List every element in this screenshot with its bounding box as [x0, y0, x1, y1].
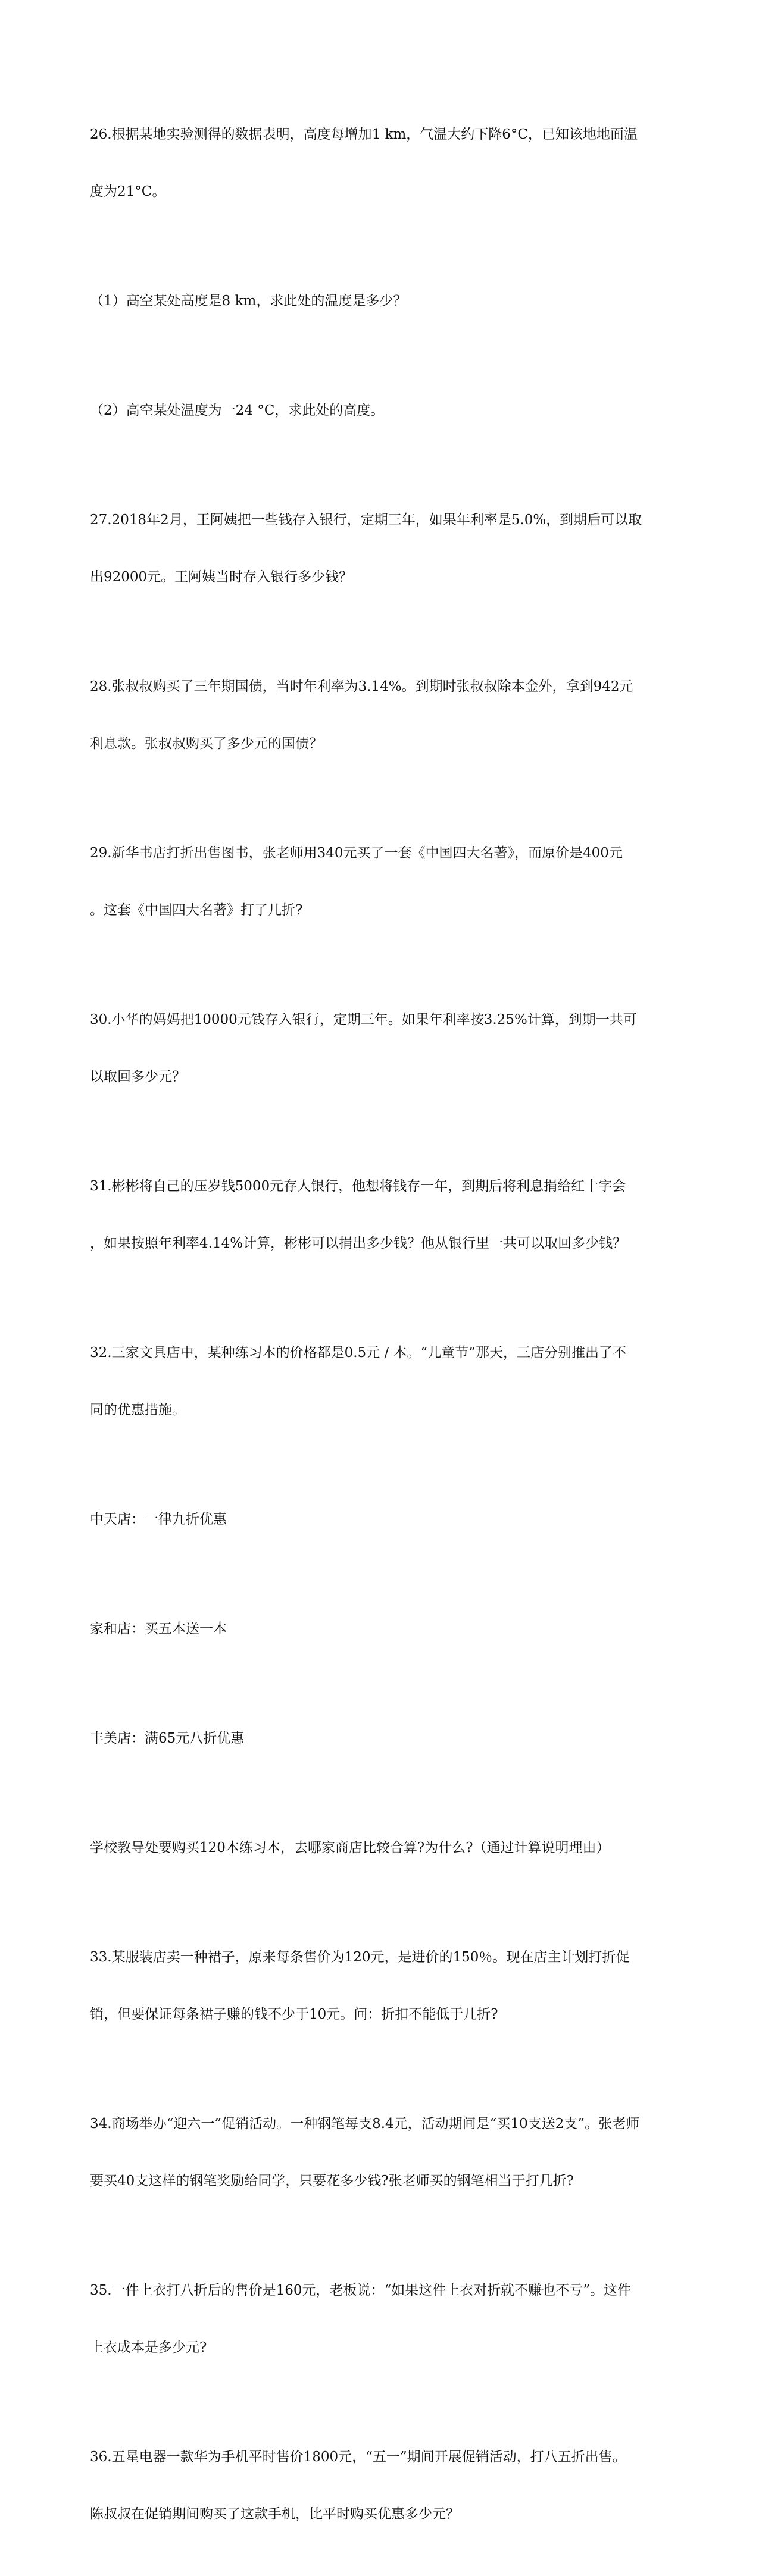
- text-line: 学校教导处要购买120本练习本，去哪家商店比较合算?为什么?（通过计算说明理由）: [90, 1840, 610, 1856]
- problem-32: [90, 1305, 673, 1458]
- problem-31: [90, 1139, 673, 1291]
- text-line: 利息款。张叔叔购买了多少元的国债？: [90, 736, 323, 751]
- text-line: 。这套《中国四大名著》打了几折?: [90, 902, 303, 918]
- text-line: （1）高空某处高度是8 km，求此处的温度是多少？: [90, 293, 407, 309]
- problem-35: [90, 2243, 673, 2395]
- text-line: 36.五星电器一款华为手机平时售价1800元，“五一”期间开展促销活动，打八五折出售。: [90, 2449, 626, 2465]
- text-line: 30.小华的妈妈把10000元钱存入银行，定期三年。如果年利率按3.25%计算，到期一共可: [90, 1012, 637, 1027]
- text-line: 销，但要保证每条裙子赚的钱不少于10元。问：折扣不能低于几折?: [90, 2007, 498, 2022]
- problem-33: [90, 1910, 673, 2062]
- text-line: 26.根据某地实验测得的数据表明，高度每增加1 km，气温大约下降6°C，已知该地地面温: [90, 127, 638, 142]
- text-line: 同的优惠措施。: [90, 1402, 186, 1418]
- text-line: 35.一件上衣打八折后的售价是160元，老板说：“如果这件上衣对折就不赚也不亏”。这件: [90, 2283, 631, 2298]
- text-line: 家和店：买五本送一本: [90, 1621, 227, 1637]
- text-line: 31.彬彬将自己的压岁钱5000元存人银行，他想将钱存一年，到期后将利息捐给红十字会: [90, 1179, 626, 1194]
- text-line: 丰美店：满65元八折优惠: [90, 1731, 245, 1746]
- text-line: ，如果按照年利率4.14%计算，彬彬可以捐出多少钱？他从银行里一共可以取回多少钱？: [90, 1236, 627, 1251]
- text-line: 上衣成本是多少元?: [90, 2340, 207, 2355]
- text-line: 32.三家文具店中，某种练习本的价格都是0.5元 / 本。“儿童节”那天，三店分别推出了不: [90, 1345, 627, 1361]
- text-line: （2）高空某处温度为一24 °C，求此处的高度。: [90, 403, 385, 418]
- problem-26-part-1: [90, 253, 673, 349]
- text-line: 要买40支这样的钢笔奖励给同学，只要花多少钱?张老师买的钢笔相当于打几折?: [90, 2173, 574, 2189]
- problem-27: [90, 472, 673, 625]
- store-option-zhongtian: [90, 1472, 673, 1567]
- text-line: 中天店：一律九折优惠: [90, 1512, 227, 1527]
- problem-32-question: [90, 1800, 673, 1895]
- text-line: 33.某服装店卖一种裙子，原来每条售价为120元，是进价的150％。现在店主计划打折促: [90, 1950, 630, 1965]
- text-line: 度为21°C。: [90, 184, 166, 199]
- store-option-jiahe: [90, 1581, 673, 1676]
- text-line: 27.2018年2月，王阿姨把一些钱存入银行，定期三年，如果年利率是5.0%，到期后可以取: [90, 512, 642, 528]
- problem-28: [90, 639, 673, 791]
- store-option-fengmei: [90, 1691, 673, 1786]
- text-line: 陈叔叔在促销期间购买了这款手机，比平时购买优惠多少元？: [90, 2506, 460, 2522]
- problem-29: [90, 806, 673, 958]
- document-page: [90, 87, 673, 2576]
- text-line: 以取回多少元？: [90, 1069, 186, 1085]
- text-line: 出92000元。王阿姨当时存入银行多少钱？: [90, 569, 353, 585]
- problem-30: [90, 972, 673, 1124]
- text-line: 29.新华书店打折出售图书，张老师用340元买了一套《中国四大名著》，而原价是400元: [90, 845, 623, 861]
- problem-26-part-2: [90, 363, 673, 458]
- text-line: 34.商场举办“迎六一”促销活动。一种钢笔每支8.4元，活动期间是“买10支送2支”。张老师: [90, 2116, 640, 2132]
- problem-34: [90, 2076, 673, 2229]
- problem-26: [90, 87, 673, 239]
- problem-36: [90, 2409, 673, 2562]
- text-line: 28.张叔叔购买了三年期国债，当时年利率为3.14%。到期时张叔叔除本金外，拿到942元: [90, 679, 633, 694]
